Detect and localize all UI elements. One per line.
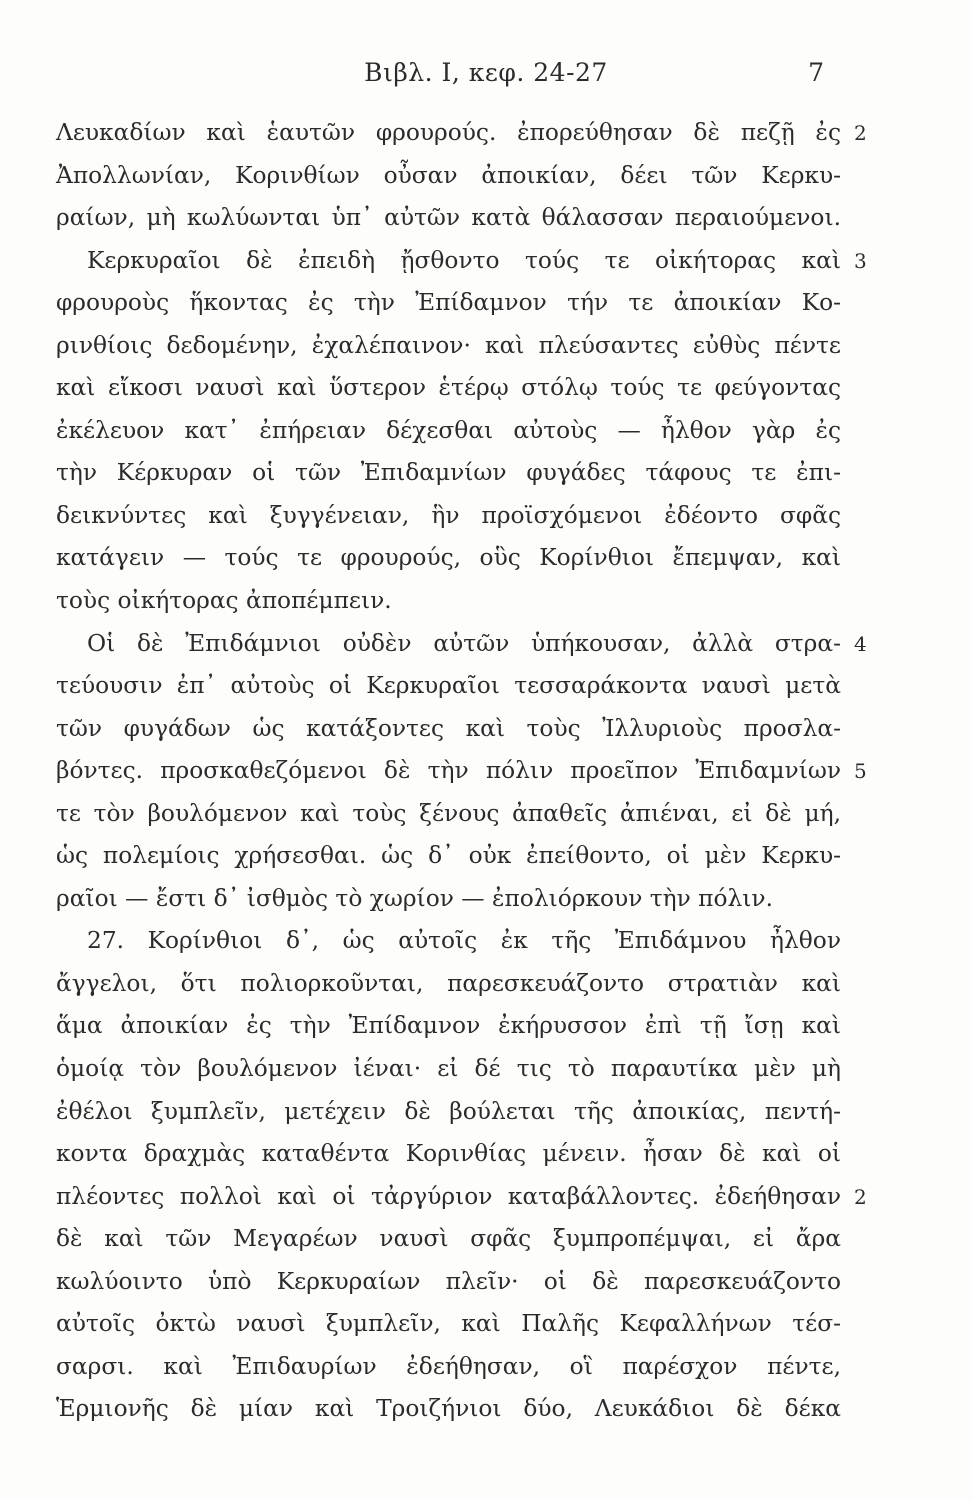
line-text: τῶν φυγάδων ὡς κατάξοντες καὶ τοὺς Ἰλλυριοὺς προσλα- (56, 714, 841, 742)
text-line (56, 665, 841, 708)
line-text: Οἱ δὲ Ἐπιδάμνιοι οὐδὲν αὐτῶν ὑπήκουσαν, ἀλλὰ στρα- (87, 629, 841, 657)
text-line (56, 495, 841, 538)
text-line (56, 452, 841, 495)
text-line (56, 155, 841, 198)
line-text: ραίων, μὴ κωλύωνται ὑπ᾽ αὐτῶν κατὰ θάλασσαν περαιούμενοι. (56, 204, 841, 232)
line-text: τεύουσιν ἐπ᾽ αὐτοὺς οἱ Κερκυραῖοι τεσσαράκοντα ναυσὶ μετὰ (56, 672, 841, 700)
text-line (56, 1176, 867, 1219)
line-text: κατάγειν — τούς τε φρουρούς, οὓς Κορίνθιοι ἔπεμψαν, καὶ (56, 544, 841, 572)
text-line (56, 325, 841, 368)
line-text: βόντες. προσκαθεζόμενοι δὲ τὴν πόλιν προεῖπον Ἐπιδαμνίων (56, 757, 841, 785)
section-number: 5 (854, 759, 867, 784)
line-text: τε τὸν βουλόμενον καὶ τοὺς ξένους ἀπαθεῖς ἀπιέναι, εἰ δὲ μή, (56, 799, 841, 827)
line-text: Κερκυραῖοι δὲ ἐπειδὴ ᾔσθοντο τούς τε οἰκήτορας καὶ (87, 246, 841, 274)
text-line (56, 1218, 841, 1261)
text-line (56, 963, 841, 1006)
line-text: ἐκέλευον κατ᾽ ἐπήρειαν δέχεσθαι αὐτοὺς — ἦλθον γὰρ ἐς (56, 416, 841, 444)
line-text: Ἀπολλωνίαν, Κορινθίων οὖσαν ἀποικίαν, δέει τῶν Κερκυ- (56, 161, 841, 189)
text-line (56, 1091, 841, 1134)
line-text: φρουροὺς ἥκοντας ἐς τὴν Ἐπίδαμνον τήν τε ἀποικίαν Κο- (56, 289, 841, 317)
running-head: Βιβλ. I, κεφ. 24-27 (364, 58, 608, 87)
text-line (56, 1261, 841, 1304)
line-text: τὴν Κέρκυραν οἱ τῶν Ἐπιδαμνίων φυγάδες τάφους τε ἐπι- (56, 459, 841, 487)
body-text (56, 112, 867, 1431)
line-text: κοντα δραχμὰς καταθέντα Κορινθίας μένειν. ἦσαν δὲ καὶ οἱ (56, 1140, 841, 1168)
text-line (56, 112, 867, 155)
text-line (56, 197, 841, 240)
text-line (56, 1048, 841, 1091)
text-line (56, 750, 867, 793)
text-line (56, 1303, 841, 1346)
line-text: τοὺς οἰκήτορας ἀποπέμπειν. (56, 587, 392, 615)
line-text: κωλύοιντο ὑπὸ Κερκυραίων πλεῖν· οἱ δὲ παρεσκευάζοντο (56, 1267, 841, 1295)
text-line (56, 1388, 841, 1431)
line-text: ἄγγελοι, ὅτι πολιορκοῦνται, παρεσκευάζοντο στρατιὰν καὶ (56, 969, 841, 997)
text-line (56, 878, 841, 921)
text-line (56, 1005, 841, 1048)
text-line (56, 708, 841, 751)
line-text: ραῖοι — ἔστι δ᾽ ἰσθμὸς τὸ χωρίον — ἐπολιόρκουν τὴν πόλιν. (56, 884, 773, 912)
line-text: 27. Κορίνθιοι δ᾽, ὡς αὐτοῖς ἐκ τῆς Ἐπιδάμνου ἦλθον (87, 927, 841, 955)
section-number: 4 (854, 631, 867, 656)
text-line (56, 835, 841, 878)
text-line (56, 623, 867, 666)
text-line (56, 367, 841, 410)
line-text: ἅμα ἀποικίαν ἐς τὴν Ἐπίδαμνον ἐκήρυσσον ἐπὶ τῇ ἴσῃ καὶ (56, 1012, 841, 1040)
line-text: Ἑρμιονῆς δὲ μίαν καὶ Τροιζήνιοι δύο, Λευκάδιοι δὲ δέκα (56, 1395, 841, 1423)
text-line (56, 1346, 841, 1389)
line-text: Λευκαδίων καὶ ἑαυτῶν φρουρούς. ἐπορεύθησαν δὲ πεζῇ ἐς (56, 119, 841, 146)
line-text: ὡς πολεμίοις χρήσεσθαι. ὡς δ᾽ οὐκ ἐπείθοντο, οἱ μὲν Κερκυ- (56, 842, 841, 870)
section-number: 2 (854, 121, 867, 145)
section-number: 3 (854, 248, 867, 273)
line-text: σαρσι. καὶ Ἐπιδαυρίων ἐδεήθησαν, οἳ παρέσχον πέντε, (56, 1352, 841, 1380)
line-text: δὲ καὶ τῶν Μεγαρέων ναυσὶ σφᾶς ξυμπροπέμψαι, εἰ ἄρα (56, 1225, 841, 1253)
line-text: αὐτοῖς ὀκτὼ ναυσὶ ξυμπλεῖν, καὶ Παλῆς Κεφαλλήνων τέσ- (56, 1310, 841, 1338)
text-line (56, 410, 841, 453)
page-number: 7 (808, 58, 824, 87)
line-text: δεικνύντες καὶ ξυγγένειαν, ἣν προϊσχόμενοι ἐδέοντο σφᾶς (56, 501, 841, 529)
text-line (56, 793, 841, 836)
line-text: ἐθέλοι ξυμπλεῖν, μετέχειν δὲ βούλεται τῆς ἀποικίας, πεντή- (56, 1097, 841, 1125)
line-text: ρινθίοις δεδομένην, ἐχαλέπαινον· καὶ πλεύσαντες εὐθὺς πέντε (56, 331, 841, 359)
text-line (56, 1133, 841, 1176)
text-line (56, 282, 841, 325)
text-line (56, 920, 841, 963)
text-line (56, 537, 841, 580)
text-line (56, 580, 841, 623)
text-line (56, 240, 867, 283)
line-text: ὁμοίᾳ τὸν βουλόμενον ἰέναι· εἰ δέ τις τὸ παραυτίκα μὲν μὴ (56, 1055, 841, 1083)
line-text: καὶ εἴκοσι ναυσὶ καὶ ὕστερον ἑτέρῳ στόλῳ τούς τε φεύγοντας (56, 374, 841, 402)
line-text: πλέοντες πολλοὶ καὶ οἱ τἀργύριον καταβάλλοντες. ἐδεήθησαν (56, 1182, 841, 1210)
page-header (0, 58, 972, 98)
section-number: 2 (854, 1184, 867, 1209)
